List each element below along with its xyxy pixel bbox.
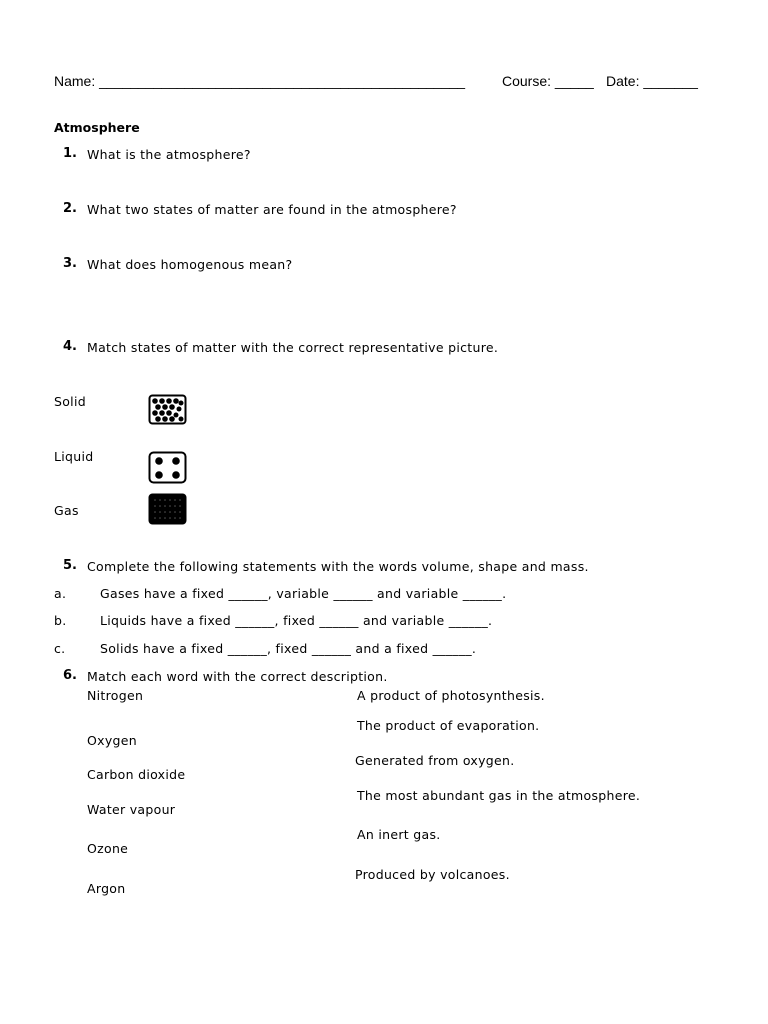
question-number: 3. bbox=[63, 256, 77, 271]
question-number: 6. bbox=[63, 668, 77, 683]
state-label-gas: Gas bbox=[54, 503, 79, 518]
match-word: Carbon dioxide bbox=[87, 767, 186, 782]
liquid-particles-icon bbox=[148, 451, 188, 485]
name-field-label: Name: _______________________________________________ bbox=[54, 73, 466, 89]
match-description: Produced by volcanoes. bbox=[355, 867, 510, 882]
question-number: 1. bbox=[63, 146, 77, 161]
match-description: A product of photosynthesis. bbox=[357, 688, 545, 703]
statement-text: Gases have a fixed ______, variable ______ and variable ______. bbox=[100, 586, 507, 601]
state-label-solid: Solid bbox=[54, 394, 86, 409]
statement-text: Liquids have a fixed ______, fixed ______ and variable ______. bbox=[100, 613, 493, 628]
statement-letter: a. bbox=[54, 586, 67, 601]
match-description: Generated from oxygen. bbox=[355, 753, 515, 768]
section-title: Atmosphere bbox=[54, 120, 140, 135]
question-number: 2. bbox=[63, 201, 77, 216]
question-number: 5. bbox=[63, 558, 77, 573]
match-description: The most abundant gas in the atmosphere. bbox=[357, 788, 641, 803]
question-text: Match each word with the correct description. bbox=[87, 669, 388, 684]
question-text: What does homogenous mean? bbox=[87, 257, 293, 272]
match-word: Water vapour bbox=[87, 802, 176, 817]
statement-text: Solids have a fixed ______, fixed ______ and a fixed ______. bbox=[100, 641, 477, 656]
match-word: Oxygen bbox=[87, 733, 137, 748]
match-description: The product of evaporation. bbox=[357, 718, 540, 733]
question-text: Match states of matter with the correct representative picture. bbox=[87, 340, 499, 355]
question-number: 4. bbox=[63, 339, 77, 354]
statement-letter: c. bbox=[54, 641, 66, 656]
question-text: What two states of matter are found in the atmosphere? bbox=[87, 202, 457, 217]
course-field-label: Course: _____ bbox=[502, 73, 594, 89]
question-text: Complete the following statements with the words volume, shape and mass. bbox=[87, 559, 589, 574]
question-text: What is the atmosphere? bbox=[87, 147, 251, 162]
match-word: Nitrogen bbox=[87, 688, 144, 703]
solid-particles-icon bbox=[148, 394, 188, 426]
match-word: Ozone bbox=[87, 841, 129, 856]
date-field-label: Date: _______ bbox=[606, 73, 698, 89]
state-label-liquid: Liquid bbox=[54, 449, 94, 464]
gas-particles-icon bbox=[148, 493, 188, 525]
match-word: Argon bbox=[87, 881, 126, 896]
statement-letter: b. bbox=[54, 613, 67, 628]
match-description: An inert gas. bbox=[357, 827, 441, 842]
